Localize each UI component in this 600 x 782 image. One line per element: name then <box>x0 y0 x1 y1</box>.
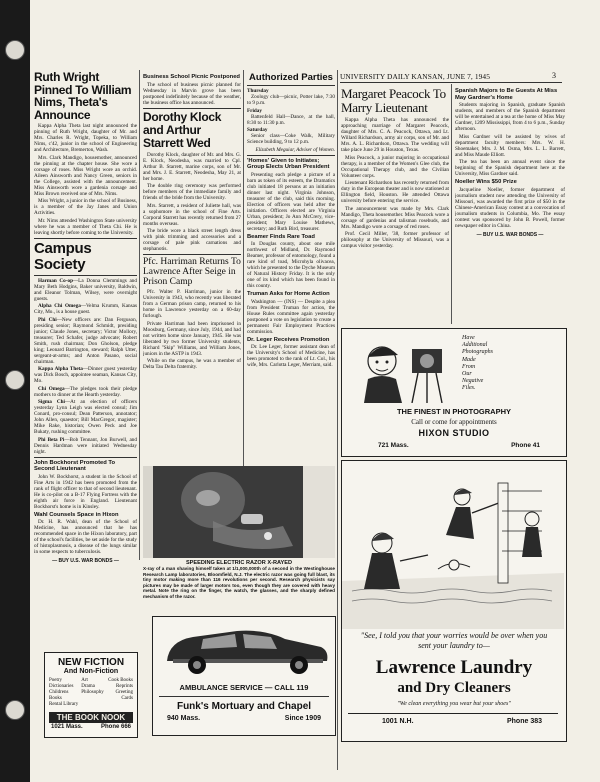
society-item <box>34 366 137 384</box>
society-item-lead: Alpha Chi Omega <box>38 303 81 309</box>
society-headline: Campus Society <box>34 239 92 273</box>
peacock-headline: Margaret Peacock To Marry Lieutenant <box>341 86 446 115</box>
masthead <box>340 72 532 81</box>
category-item: Greeting Cards <box>115 690 133 701</box>
war-bonds-slug: — BUY U.S. WAR BONDS — <box>52 558 119 564</box>
divider <box>34 238 137 239</box>
laundry-name-2: and Dry Cleaners <box>397 680 511 696</box>
column-5 <box>455 86 565 324</box>
picnic-paragraph: The school of business picnic planned for Wednesday in Marvin grove has been postponed indefinitely because of the weather, the business office has announced. <box>143 81 241 106</box>
book-nook-name: THE BOOK NOOK <box>49 712 133 723</box>
hixon-tagline: THE FINEST IN PHOTOGRAPHY <box>396 407 512 416</box>
note-line: Additional <box>462 342 488 349</box>
harriman-paragraph: Private Harriman had been imprisoned in Moosburg, Germany, since July, 1944, and had not written home since January, 1945. He was liberated by two former University students, Richard "Skip" Williams, and William Jones, juniors in the ASTP in 1943. <box>143 320 241 357</box>
note-line: Made <box>462 356 476 363</box>
swimming-pool-illustration <box>342 461 564 629</box>
homes-paragraph: Presenting each pledge a picture of a barn as token of its esteem, the Dramatics club initiated 18 persons at an initiation dinner last night. Virginia Johnson, treasurer of the club, said this morning. Election of officers was held after the initiation. Officers elected are Virginia Urban, president; Jo Ann McCrery, vice-president; Mary Louise Mathews, secretary; and Ruth Bird, treasurer. <box>247 171 335 232</box>
truman-headline: Truman Asks for Home Action <box>247 291 330 297</box>
note-line: Our <box>462 371 472 378</box>
spanish-paragraph: The tea has been an annual event since the beginning of the Spanish department here at the University, Miss Gardner said. <box>455 159 565 177</box>
party-day: Friday <box>247 107 262 114</box>
society-item <box>34 303 137 315</box>
note-line: Have <box>462 335 475 341</box>
column-1 <box>34 70 137 652</box>
wright-paragraph: Mrs. Clark Mandigo, housemother, announced the pinning at the chapter house. She wore a corsage of roses. Miss Wright wore an orchid. Aileen Ainsworth and Nancy Green, seniors in the College, assisted with the announcement. Miss Ainsworth wore a gardenia corsage and Miss Brown received one of Mrs. Nims. <box>34 154 137 197</box>
funk-contact <box>153 712 335 722</box>
leger-headline: Dr. Leger Receives Promotion <box>247 336 330 343</box>
klock-paragraph: Dorothy Klock, daughter of Mr. and Mrs. G. E. Klock, Neodesha, was married to Cpl. Arthur B. Starrett, marine corps, son of Mr. and Mrs. J. E. Starrett, Neodesha, May 21, at her home. <box>143 151 241 182</box>
category-item: Philosophy <box>81 690 104 695</box>
party-entry: Zoology club—picnic, Potter lake, 7:30 to 9 p.m. <box>247 94 335 106</box>
beamer-paragraph: In Douglas county, about one mile northwest of Midland, Dr. Raymond Beamer, professor of entomology, found a rare kind of toad, Microhyla olivacea, which he presented to the Dyche Museum of Natural History Friday. It is the only one of its kind which has been found in this county. <box>247 241 335 289</box>
society-item-lead: Harman Co-op <box>38 277 73 284</box>
peacock-paragraph: Prof. Cecil Miller, '38, former professor of philosophy at the University of Missouri, was a campus visitor yesterday. <box>341 231 449 249</box>
society-item <box>34 437 137 455</box>
divider <box>34 275 137 276</box>
funk-address: 940 Mass. <box>167 715 201 722</box>
war-bonds-slug: — BUY U.S. WAR BONDS — <box>476 231 544 238</box>
column-divider <box>243 70 244 530</box>
society-item <box>34 278 137 302</box>
homes-headline: 'Homes' Given to Initiates; Group Elects Urban President <box>247 157 330 170</box>
book-nook-col <box>104 678 133 708</box>
divider <box>247 155 335 156</box>
book-nook-contact <box>45 723 137 731</box>
society-item <box>34 317 137 365</box>
photo-caption: X-ray of a man shaving himself taken at 1/1,000,000th of a second in the Westinghouse Research Lamp laboratories, Bloomfield, N.J. The electric razor was going full blast, its tiny motor making more than 116 revolutions per second. Research physicists say pictures may be made of larger motors too, even though they are covered with heavy metal. Note the ring on the finger, the watch, the glasses, and the sharply defined mechanism of the razor. <box>143 566 335 599</box>
laundry-slogan: "We clean everything you wear but your shoes" <box>397 701 511 707</box>
divider <box>159 696 329 697</box>
truman-paragraph: Washington — (INS) — Despite a plea from President Truman for action, the House Rules committee again yesterday postponed a vote on legislation to create a permanent Fair Employment Practices commission. <box>247 298 335 335</box>
spanish-paragraph: Miss Gardner will be assisted by wives of department faculty members: Mrs. W. H. Shoemaker, Mrs. J. M. Osma, Mrs. L. L. Barrett, and Miss Maude Elliott. <box>455 133 565 158</box>
wahl-headline: Wahl Counsels Space in Hixon <box>34 511 119 518</box>
binder-hole <box>5 700 25 720</box>
society-item-text: —The pledges took their pledge mothers to dinner at the Hearth yesterday. <box>34 385 137 398</box>
party-entry: Battenfeld Hall—Dance, at the hall, 8:30 to 11:30 p.m. <box>247 113 335 126</box>
category-item: Childrens Books <box>49 690 69 701</box>
society-item-text: —La Donna Clemmings and Mary Beth Hodgins, Baker university, Baldwin, and Eleanor Tolman, Wilsey, were overnight guests. <box>34 277 137 302</box>
harriman-headline: Pfc. Harriman Returns To Lawrence After Seige in Prison Camp <box>143 257 241 287</box>
laundry-quote: "See, I told you that your worries would be over when you sent your laundry to— <box>360 631 548 650</box>
wright-paragraph: Miss Wright, a junior in the school of Business, is a member of the Jay Janes and Union Activities. <box>34 198 137 216</box>
beamer-headline: Beamer Finds Rare Toad <box>247 233 315 240</box>
category-item: Drama <box>81 684 95 689</box>
laundry-name: Lawrence Laundry <box>375 657 533 678</box>
society-item-text: —Bob Tennant, Jon Burwell, and Dennis Hardman were initiated Wednesday night. <box>34 436 137 455</box>
laundry-phone: Phone 383 <box>506 718 542 725</box>
society-item <box>34 386 137 398</box>
book-nook-headline: NEW FICTION <box>57 657 125 668</box>
column-2 <box>143 72 241 464</box>
party-entry: Senior class—Coke Walk, Military Science building, 9 to 12 p.m. <box>247 133 335 145</box>
society-item-text: —New officers are: Dan Ferguson, presiding senior; Raymond Schmidt, presiding junior; Claude Jones, secretary; Victor Mollory, treasurer; Ted Schafer, judge advocate; Robert Smith, rush chairman; Don Gholson, pledge king; Leonard Barrington, steward; Ralph Utter, sergeant-at-arms; and Anton Pasano, social chairman. <box>34 316 137 365</box>
binder-hole <box>5 40 25 60</box>
book-nook-col <box>81 678 104 708</box>
noeller-paragraph: Jacqueline Noeller, former department of journalism student now attending the University of Missouri, was awarded the first prize of $50 in the Chinese-American Essay contest at a convocation of journalism students in Columbia, Mo. The essay contest was sponsored by John B. Powell, former newspaper editor in China. <box>455 186 565 229</box>
divider <box>34 457 137 458</box>
ambulance-service: AMBULANCE SERVICE — CALL 119 <box>179 683 309 692</box>
column-divider <box>451 84 452 324</box>
funk-mortuary-ad <box>152 616 336 736</box>
lawrence-laundry-ad <box>341 460 567 742</box>
column-3 <box>247 72 335 464</box>
category-item: Art <box>81 678 88 683</box>
society-item-lead: Chi Omega <box>38 385 65 392</box>
peacock-paragraph: Lieutenant Richardson has recently returned from duty in the European theater and is now stationed at Ellington field, Houston. He attended Ottawa university before entering the service. <box>341 180 449 204</box>
parties-headline: Authorized Parties <box>249 72 333 83</box>
book-nook-subhead: And Non-Fiction <box>63 668 119 675</box>
picnic-headline: Business School Picnic Postponed <box>143 74 240 80</box>
wright-paragraph: Kappa Alpha Theta last night announced the pinning of Ruth Wright, daughter of Mr. and Mrs. Charles R. Wright, Topeka, to William Nims, c'42, junior in the school of Engineering and Architecture, Bremerton, Wash. <box>34 123 137 153</box>
note-line: Negative <box>462 378 484 385</box>
category-item: Poetry <box>49 678 63 683</box>
page-number: 3 <box>552 71 556 80</box>
note-line: Photographs <box>462 349 494 356</box>
laundry-address: 1001 N.H. <box>382 718 414 725</box>
bockhorst-paragraph: John W. Bockhorst, a student in the School of Fine Arts in 1942 has been promoted from the rank of flight officer to that of second lieutenant. He is co-pilot on a B-17 Flying Fortress with the eighth air force in England. Lieutenant Bockhorst's home is in Kinsley. <box>34 473 137 510</box>
hixon-phone: Phone 41 <box>511 442 540 449</box>
xray-photo <box>143 466 335 558</box>
book-nook-address: 1021 Mass. <box>51 724 83 730</box>
spanish-headline: Spanish Majors to Be Guests At Miss May Gardner's Home <box>455 88 558 101</box>
klock-paragraph: Mrs. Starrett, a resident of Juliette hall, was a sophomore in the school of Fine Arts. Corporal Starrett has recently returned from 27 months overseas. <box>143 202 241 227</box>
party-day: Thursday <box>247 88 269 94</box>
category-item: Cook Books <box>108 678 133 683</box>
funk-name: Funk's Mortuary and Chapel <box>176 701 312 712</box>
bockhorst-headline: John Bockhorst Promoted To Second Lieutenant <box>34 459 116 472</box>
category-item: Reprints <box>116 684 133 689</box>
book-nook-ad <box>44 652 138 738</box>
binder-hole <box>5 370 25 390</box>
divider <box>143 108 241 109</box>
harriman-paragraph: Pfc. Walter P. Harriman, junior in the University in 1943, who recently was liberated from a German prison camp, returned to his home in Lawrence yesterday on a 60-day furlough. <box>143 289 241 319</box>
spanish-paragraph: Students majoring in Spanish, graduate Spanish students, and members of the Spanish department will be entertained at a tea at the home of Miss May Gardner, 1209 Mississippi, from 4 to 6 p.m., Sunday afternoon. <box>455 102 565 132</box>
photographer-illustration <box>346 331 466 403</box>
leger-paragraph: Dr. Lee Leger, former assistant dean of the University's School of Medicine, has been promoted to the rank of Lt. Col., his wife, Mrs. Carlotta Leger, Merriam, said. <box>247 344 335 368</box>
wright-headline: Ruth Wright Pinned To William Nims, Theta's Announce <box>34 70 132 122</box>
photo-headline: SPEEDING ELECTRIC RAZOR X-RAYED <box>185 560 293 566</box>
column-divider <box>337 70 338 770</box>
klock-paragraph: The bride wore a black street length dress with pink trimming and accessories and a corsage of pale pink carnations and stephanotis. <box>143 228 241 252</box>
xray-photo-block <box>143 466 335 609</box>
note-line: From <box>462 363 476 370</box>
category-item: Dictionaries <box>49 684 74 689</box>
society-item-lead: Phi Beta Pi <box>38 436 65 443</box>
hixon-address: 721 Mass. <box>378 442 409 449</box>
party-day: Saturday <box>247 127 268 133</box>
column-divider <box>139 70 140 560</box>
peacock-paragraph: The announcement was made by Mrs. Clark Mandigo, Theta housemother. Miss Peacock wore a corsage of gardenias and talisman rosebuds, and Mrs. Mandigo wore a corsage of red roses. <box>341 205 449 230</box>
hixon-studio-ad <box>341 328 567 457</box>
column-4 <box>341 86 449 324</box>
wahl-paragraph: Dr. H. R. Wahl, dean of the School of Medicine, has announced that he has recommended space in the Hixon laboratory, part of the school's facilities, be set aside for the study of histoplasmosis, a disease of the lungs similar in some respects to tuberculosis. <box>34 519 137 555</box>
klock-headline: Dorothy Klock and Arthur Starrett Wed <box>143 109 222 150</box>
binder-strip <box>0 0 30 782</box>
peacock-paragraph: Kappa Alpha Theta has announced the approaching marriage of Margaret Peacock, daughter of Mrs. C. A. Peacock, Ottawa, and Lt. Willard Richardson, army air corps, son of Mr. and Mrs. A. L. Richardson, Ottawa. The wedding will take place June 29 in Houston, Texas. <box>341 117 449 153</box>
hixon-cta: Call or come for appointments <box>411 418 497 426</box>
harriman-paragraph: While on the campus, he was a member of Delta Tau Delta fraternity. <box>143 358 241 370</box>
society-item-lead: Phi Chi <box>38 316 57 323</box>
book-nook-col <box>49 678 81 708</box>
klock-paragraph: The double ring ceremony was performed before members of the immediate family and friends of the bride from the University. <box>143 183 241 201</box>
ambulance-illustration <box>153 617 335 681</box>
noeller-headline: Noeller Wins $50 Prize <box>455 179 517 185</box>
hixon-note <box>462 335 522 393</box>
funk-since: Since 1909 <box>284 715 321 722</box>
masthead-title: UNIVERSITY DAILY KANSAN, JUNE 7, 1945 <box>340 72 491 81</box>
divider <box>247 85 335 86</box>
society-item-text: —At an election of officers yesterday Lynn Leigh was elected consul; Jim Conard, pro-consul; Dean Patterson, annotator; John Allen, quaestor; Bill MacGregor, magister; Mike Rake, historian; Owen Peck and Joe Bukaty, rushing committee. <box>34 399 137 435</box>
category-item: Rental Library <box>49 702 79 707</box>
society-item-text: —Dinner guest yesterday was Dick Bosch, appointee seaman, Kansas City, Mo. <box>34 366 137 384</box>
book-nook-categories <box>45 678 137 708</box>
note-line: Files. <box>462 385 476 392</box>
laundry-contact-bar <box>348 713 558 714</box>
society-item-lead: Sigma Chi <box>38 399 65 405</box>
wright-paragraph: Mr. Nims attended Washington State university where he was a member of Theta Chi. He is leaving shortly before coming to the University. <box>34 217 137 236</box>
divider <box>143 254 241 255</box>
parties-signature: Elizabeth Meguiar, Adviser of Women. <box>255 146 335 153</box>
society-item <box>34 399 137 435</box>
society-item-lead: Kappa Alpha Theta <box>38 366 83 372</box>
book-nook-phone: Phone 666 <box>100 724 131 730</box>
hixon-name: HIXON STUDIO <box>418 428 490 438</box>
society-item-text: —Velma Krumm, Kansas City, Mo., is a house guest. <box>34 303 137 315</box>
masthead-rule <box>340 82 562 83</box>
peacock-paragraph: Miss Peacock, a junior majoring in occupational therapy, is a member of the Women's Glee club, the Occupational Therapy club, and the Civilian Volunteer corps. <box>341 154 449 179</box>
